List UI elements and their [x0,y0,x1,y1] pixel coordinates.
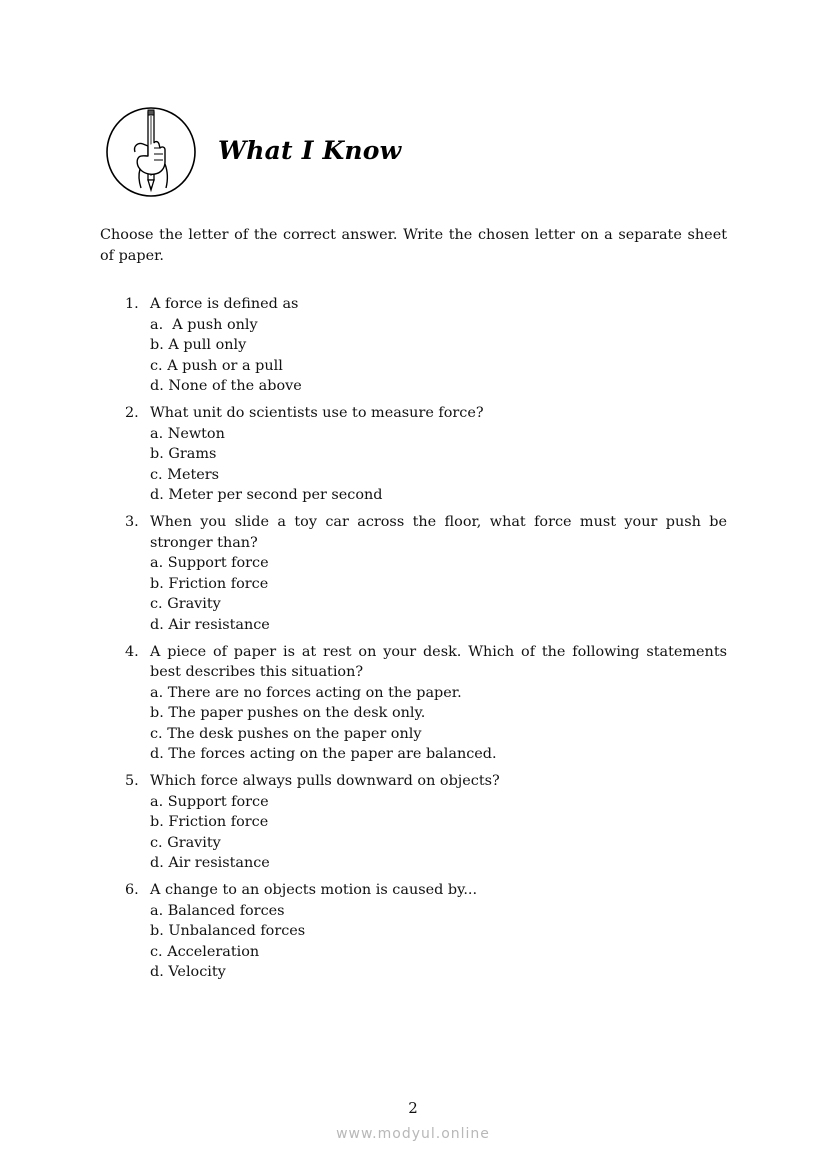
answer-option: a. Support force [150,793,269,810]
page-number: 2 [408,1099,418,1117]
section-title: What I Know [218,136,402,165]
answer-option: c. Acceleration [150,943,260,960]
question-number: 6. [125,882,139,899]
answer-option: a. Newton [150,425,225,442]
answer-options [150,553,727,635]
question-text: A piece of paper is at rest on your desk. Which of the following statements best describes this situation? [150,643,727,681]
answer-options [150,424,727,506]
question-item [125,403,727,506]
question-item [125,294,727,397]
watermark: www.modyul.online [336,1126,490,1142]
question-text: Which force always pulls downward on objects? [150,773,500,790]
question-body [150,512,727,636]
answer-option: d. Air resistance [150,855,270,872]
answer-option: a. There are no forces acting on the paper. [150,684,462,701]
section-header [105,106,705,198]
question-number: 4. [125,643,139,660]
answer-options [150,792,727,874]
answer-option: c. Gravity [150,834,221,851]
answer-option: b. Friction force [150,575,269,592]
answer-option: d. Air resistance [150,616,270,633]
question-body [150,880,727,983]
answer-option: c. Meters [150,466,220,483]
answer-option: b. Friction force [150,814,269,831]
question-number: 2. [125,404,139,421]
question-body [150,294,727,397]
question-number: 5. [125,773,139,790]
answer-option: b. The paper pushes on the desk only. [150,705,426,722]
question-text: What unit do scientists use to measure force? [150,404,484,421]
question-text: A force is defined as [150,296,299,312]
answer-option: b. Grams [150,446,217,463]
answer-option: d. None of the above [150,378,302,395]
answer-option: d. Meter per second per second [150,487,383,504]
answer-option: d. Velocity [150,964,226,981]
question-number: 3. [125,513,139,530]
question-body [150,403,727,506]
question-item [125,880,727,983]
answer-option: b. A pull only [150,337,247,354]
question-list [125,294,727,989]
answer-options [150,315,727,397]
answer-option: c. A push or a pull [150,357,283,374]
hand-holding-pencil-icon [105,106,197,198]
answer-option: b. Unbalanced forces [150,923,306,940]
question-item [125,771,727,874]
answer-option: a. Support force [150,555,269,572]
question-text: A change to an objects motion is caused by... [150,882,478,899]
answer-options [150,901,727,983]
question-item [125,512,727,636]
question-text: When you slide a toy car across the floor, what force must your push be stronger than? [150,513,727,551]
question-item [125,642,727,766]
question-body [150,771,727,874]
answer-option: c. The desk pushes on the paper only [150,725,422,742]
question-number: 1. [125,296,139,312]
answer-options [150,683,727,765]
answer-option: d. The forces acting on the paper are balanced. [150,746,497,763]
instructions-text: Choose the letter of the correct answer. Write the chosen letter on a separate sheet of paper. [100,227,727,264]
answer-option: a. Balanced forces [150,902,285,919]
question-body [150,642,727,766]
answer-option: c. Gravity [150,596,221,613]
answer-option: a. A push only [150,316,258,333]
